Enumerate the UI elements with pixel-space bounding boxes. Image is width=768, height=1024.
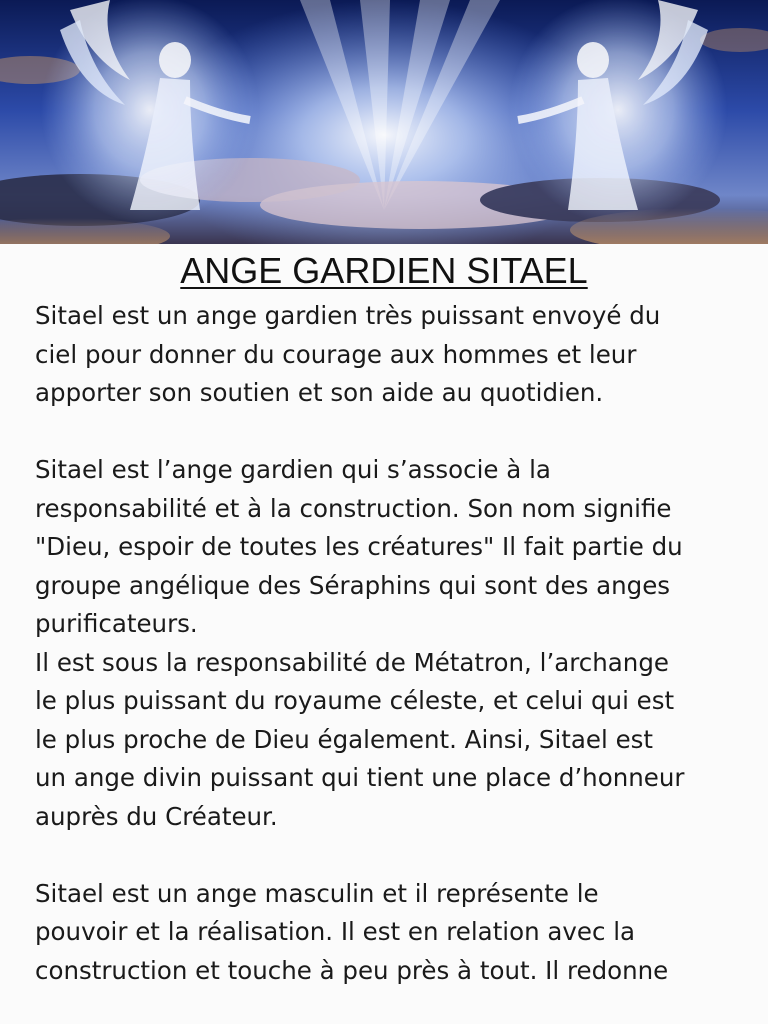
paragraph-spacer [35, 413, 747, 452]
text-line: responsabilité et à la construction. Son nom signifie [35, 493, 672, 523]
text-line: "Dieu, espoir de toutes les créatures" Il fait partie du [35, 532, 683, 561]
text-line: auprès du Créateur. [35, 801, 278, 831]
paragraph-1 [35, 297, 747, 413]
text-line: le plus puissant du royaume céleste, et celui qui est [35, 686, 675, 715]
text-line: ciel pour donner du courage aux hommes et leur [35, 339, 637, 369]
angels-banner-image [0, 0, 768, 244]
text-line: le plus proche de Dieu également. Ainsi, Sitael est [35, 724, 654, 754]
text-line: un ange divin puissant qui tient une place d’honneur [35, 763, 685, 792]
text-line: Sitael est un ange masculin et il représente le [35, 878, 599, 908]
text-line: pouvoir et la réalisation. Il est en relation avec la [35, 917, 636, 946]
paragraph-4 [35, 875, 747, 991]
text-line: purificateurs. [35, 609, 198, 638]
text-line: Il est sous la responsabilité de Métatron, l’archange [35, 647, 669, 677]
text-line: Sitael est un ange gardien très puissant envoyé du [35, 301, 661, 330]
page-title [0, 249, 768, 293]
paragraph-3 [35, 644, 747, 837]
article-body [35, 297, 747, 990]
text-line: groupe angélique des Séraphins qui sont des anges [35, 570, 671, 600]
page-title-text: ANGE GARDIEN SITAEL [180, 250, 588, 291]
right-angel [508, 0, 728, 225]
left-angel [40, 0, 260, 225]
paragraph-spacer [35, 836, 747, 875]
text-line: construction et touche à peu près à tout. Il redonne [35, 955, 669, 985]
text-line: apporter son soutien et son aide au quotidien. [35, 378, 604, 407]
paragraph-2 [35, 451, 747, 644]
text-line: Sitael est l’ange gardien qui s’associe à la [35, 455, 551, 484]
